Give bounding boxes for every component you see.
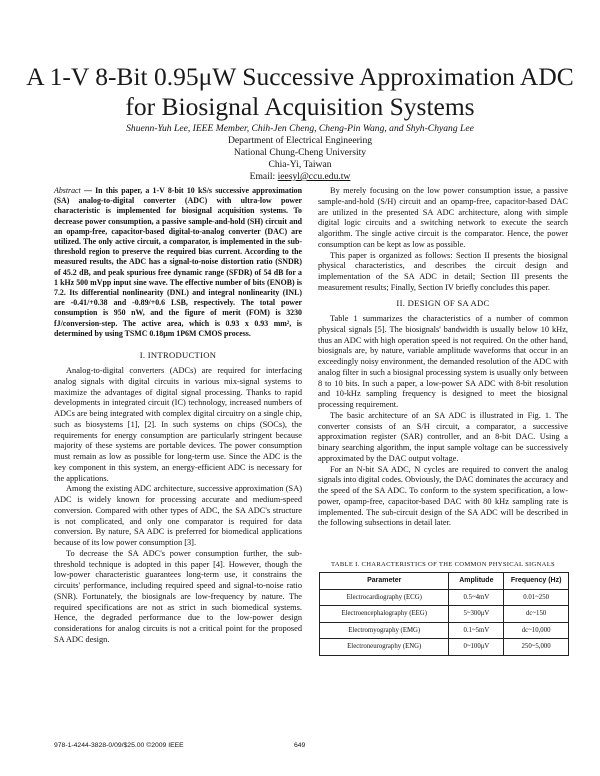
table-cell-parameter: Electrocardiography (ECG)	[320, 589, 449, 606]
table-row	[320, 639, 569, 656]
right-column-body-bottom	[318, 314, 568, 529]
intro-paragraph-3: To decrease the SA ADC's power consumption further, the sub-threshold technique is adopted in this paper [4]. However, though the low-power characteristic guarantees long-term use, it constrains the circuits' performance, including required speed and signal-to-noise ratio (SNR). Fortunately, the biosignals are low-frequency by nature. The required specifications are not as strict in such biomedical systems. Hence, the degraded performance due to the low-power design considerations for analog circuits is not a critical point for the proposed SA ADC design.	[54, 548, 302, 644]
email-label: Email:	[249, 171, 278, 182]
affiliation-location: Chia-Yi, Taiwan	[268, 159, 332, 170]
table-cell-parameter: Electroencephalography (EEG)	[320, 606, 449, 623]
table-cell-amplitude: 0.5~4mV	[449, 589, 504, 606]
table-cell-parameter: Electromyography (EMG)	[320, 622, 449, 639]
table-row	[320, 622, 569, 639]
left-column-body	[54, 366, 302, 646]
right-paragraph-2: This paper is organized as follows: Section II presents the biosignal physical characteristics, and describes the circuit design and implementation of the SA ADC in detail; Section III presents the measurement results; Finally, Section IV briefly concludes this paper.	[318, 250, 568, 292]
abstract	[54, 186, 302, 339]
table-cell-parameter: Electroneurography (ENG)	[320, 639, 449, 656]
table-cell-amplitude: 0~100μV	[449, 639, 504, 656]
title-line-1: A 1-V 8-Bit 0.95μW Successive Approximation ADC	[26, 62, 574, 91]
table-header-parameter: Parameter	[320, 573, 449, 590]
affiliation-email	[20, 171, 580, 183]
right-paragraph-3: Table 1 summarizes the characteristics of a number of common physical signals [5]. The biosignals' bandwidth is usually below 10 kHz, thus an ADC with high operation speed is not required. On the other hand, biosignals are, by nature, variable amplitude waveforms that occur in an exceedingly noisy environment, the demanded resolution of the ADC with analog filter in such a biosignal processing system is usually only between 8 to 10 bits. In such a paper, a low-power SA ADC with 8-bit resolution and 10-kHz sampling frequency is designed to meet the biosignal processing requirement.	[318, 314, 568, 409]
signals-table	[319, 572, 569, 656]
footer-page-number: 649	[294, 742, 306, 749]
abstract-dash: —	[80, 186, 96, 195]
right-paragraph-5: For an N-bit SA ADC, N cycles are required to convert the analog signals into digital codes. Obviously, the DAC dominates the accuracy and the speed of the SA ADC. To conform to the system specification, a low-power, opamp-free, capacitor-based DAC with 80 kHz sampling rate is implemented. The sub-circuit design of the SA ADC will be described in the following subsections in detail later.	[318, 464, 568, 528]
abstract-label: Abstract	[54, 186, 81, 195]
table-caption: TABLE I. CHARACTERISTICS OF THE COMMON PHYSICAL SIGNALS	[330, 561, 556, 568]
table-cell-frequency: 250~5,000	[504, 639, 569, 656]
email-link[interactable]: ieesyl@ccu.edu.tw	[277, 171, 351, 182]
intro-paragraph-1: Analog-to-digital converters (ADCs) are required for interfacing analog signals with digital circuits in various mix-signal systems to maximize the advantages of digital signal processing. Thanks to rapid developments in integrated circuit (IC) technology, increased numbers of ADCs are being integrated with complex digital circuitry on a single chip, such as biosystems [1], [2]. In such systems on chips (SOCs), the requirements for energy consumption are particularly stringent because majority of these systems are portable devices. The power consumption must remain as low as possible for long-term use. Since the ADC is the key component in this system, an energy-efficient ADC is necessary for the applications.	[54, 366, 302, 483]
table-header-row	[320, 573, 569, 590]
table-row	[320, 606, 569, 623]
table-cell-amplitude: 5~300μV	[449, 606, 504, 623]
table-cell-frequency: 0.01~250	[504, 589, 569, 606]
intro-paragraph-2: Among the existing ADC architecture, successive approximation (SA) ADC is widely known for processing accurate and medium-speed conversion. Compared with other types of ADC, the SA ADC's structure is not complicated, and only one comparator is required for data conversion. By nature, SA ADC is preferred for biomedical applications because of its low power consumption [3].	[54, 484, 302, 547]
table-header-amplitude: Amplitude	[449, 573, 504, 590]
affiliation-dept: Department of Electrical Engineering	[227, 135, 373, 146]
affiliation-university: National Chung-Cheng University	[233, 147, 367, 158]
footer-isbn: 978-1-4244-3828-0/09/$25.00 ©2009 IEEE	[54, 742, 184, 749]
section-heading-introduction: I. INTRODUCTION	[139, 350, 217, 360]
abstract-text: In this paper, a 1-V 8-bit 10 kS/s successive approximation (SA) analog-to-digital converter (ADC) with ultra-low power characteristic is implemented for biosignal acquisition systems. To decrease power consumption, a passive sample-and-hold (SH) circuit and an opamp-free, capacitor-based digital-to-analog converter (DAC) are utilized. The only active circuit, a comparator, is implemented in the sub-threshold region to preserve the required bias current. According to the measured results, the ADC has a signal-to-noise distortion ratio (SNDR) of 45.2 dB, and peak spurious free dynamic range (SFDR) of 54 dB for a 1 kHz 500 mVpp input sine wave. The effective number of bits (ENOB) is 7.2. Its differential nonlinearity (DNL) and integral nonlinearity (INL) are -0.41/+0.38 and -0.89/+0.6 LSB, respectively. The total power consumption is 950 nW, and the figure of merit (FOM) is 3230 fJ/conversion-step. The active area, which is 0.93 x 0.93 mm², is determined by using TSMC 0.18μm 1P6M CMOS process.	[54, 186, 302, 338]
title-line-2: for Biosignal Acquisition Systems	[125, 92, 475, 121]
table-cell-frequency: dc~10,000	[504, 622, 569, 639]
table-row	[320, 589, 569, 606]
section-heading-design: II. DESIGN OF SA ADC	[396, 298, 490, 308]
paper-title	[20, 62, 580, 122]
author-list: Shuenn-Yuh Lee, IEEE Member, Chih-Jen Cheng, Cheng-Pin Wang, and Shyh-Chyang Lee	[126, 123, 474, 134]
table-header-frequency: Frequency (Hz)	[504, 573, 569, 590]
right-paragraph-1: By merely focusing on the low power consumption issue, a passive sample-and-hold (S/H) circuit and an opamp-free, capacitor-based DAC are utilized in the presented SA ADC architecture, along with simple digital logic circuits and a switching network to execute the search algorithm. The single active circuit is the comparator. Hence, the power consumption can be kept as low as possible.	[318, 186, 568, 249]
table-cell-amplitude: 0.1~5mV	[449, 622, 504, 639]
right-column-body-top	[318, 186, 568, 294]
table-cell-frequency: dc~150	[504, 606, 569, 623]
right-paragraph-4: The basic architecture of an SA ADC is illustrated in Fig. 1. The converter consists of an S/H circuit, a comparator, a successive approximation register (SAR) controller, and an 8-bit DAC. Using a binary searching algorithm, the input sample voltage can be successively approximated by the DAC output voltage.	[318, 410, 568, 463]
